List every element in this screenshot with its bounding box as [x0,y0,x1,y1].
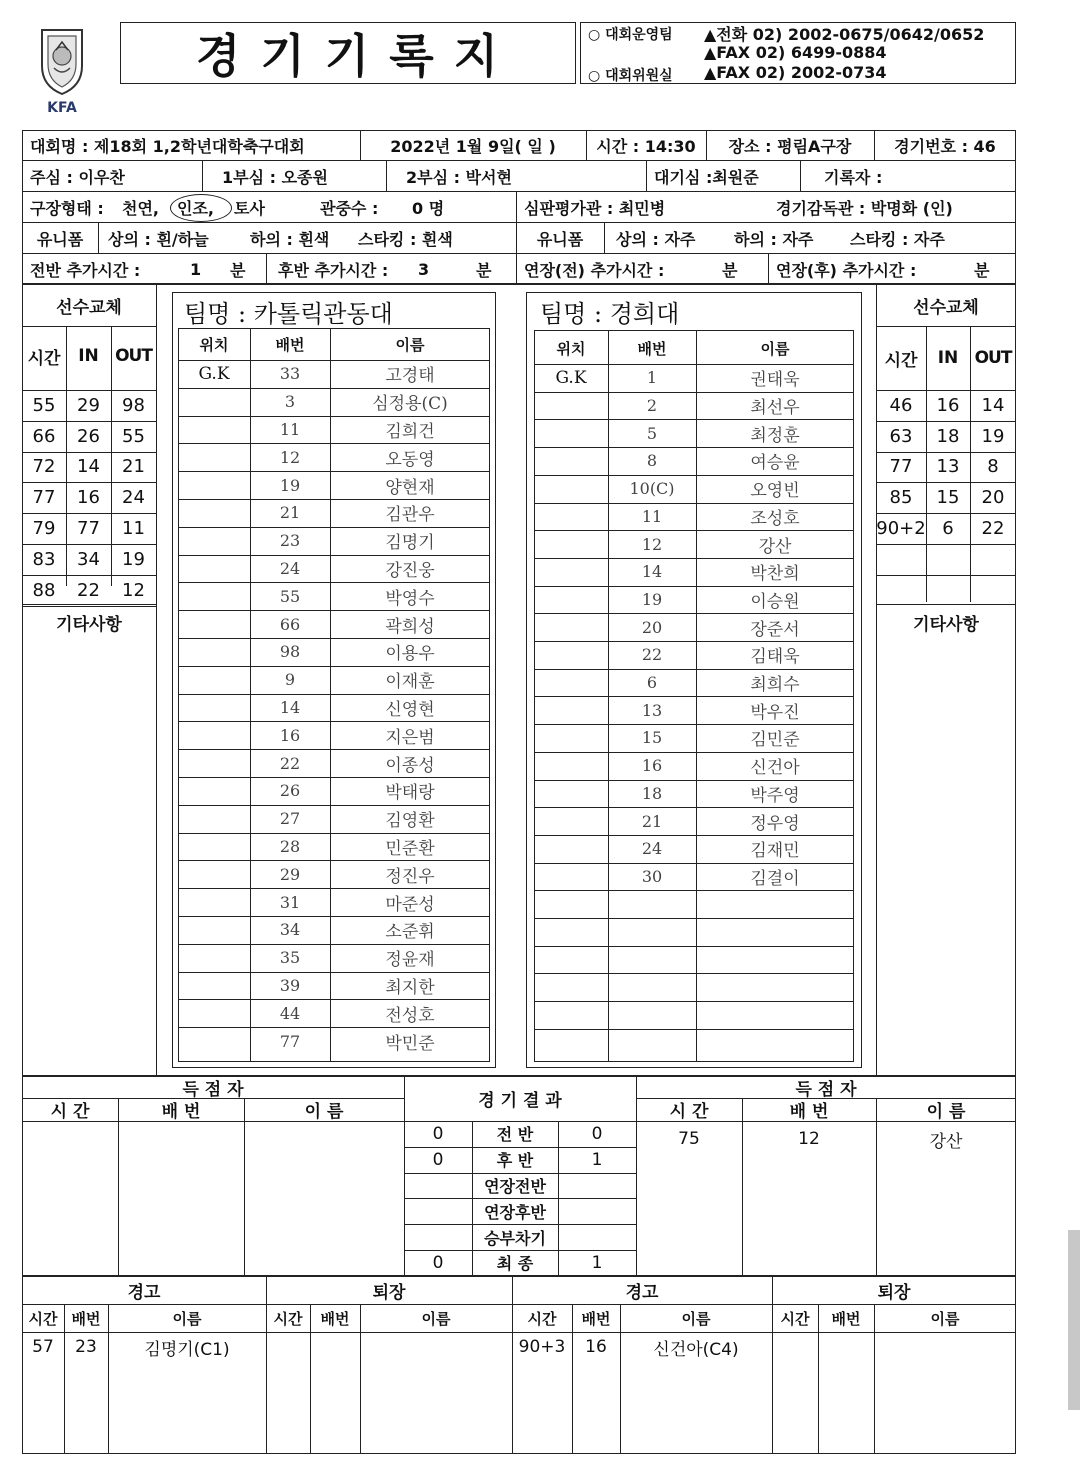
away-player-num: 11 [641,506,663,526]
home-sub-out: 21 [122,456,145,478]
home-sub-time: 83 [32,548,56,570]
home-player-name: 심정용(C) [372,394,448,415]
away-player-num: 8 [646,451,658,471]
home-player-pos [178,860,250,888]
away-sub-time: 63 [889,425,913,447]
home-player-num: 28 [279,836,301,856]
as-num-h: 배번 [831,1309,861,1328]
away-subs-in-header: IN [937,348,959,368]
home-player-num: 39 [279,975,301,995]
away-sub-time: 77 [889,456,913,478]
home-sub-in: 29 [77,394,100,416]
pitch-type-natural: 천연, [122,198,159,218]
result-away-score: 1 [591,1149,603,1170]
home-sub-in: 34 [77,548,100,570]
contact2-line: ▲FAX 02) 2002-0734 [704,63,887,82]
attendance-value: 0 명 [412,198,445,218]
result-away-score: 0 [591,1123,603,1144]
home-player-name: 이재훈 [385,672,435,693]
et2-extra-label: 연장(후) 추가시간 : [776,260,917,280]
away-player-pos [534,807,608,835]
assessor: 심판평가관 : 최민병 [524,198,666,218]
kfa-logo [36,26,88,116]
home-sub-in: 26 [77,425,100,447]
away-scorer-time-header: 시 간 [669,1102,709,1122]
home-player-name: 최지한 [385,977,435,998]
away-player-name: 김결이 [750,868,800,889]
away-player-num: 5 [646,423,658,443]
home-sub-in: 16 [77,487,100,509]
as-time-h: 시간 [780,1309,810,1328]
home-num-header: 배번 [275,335,305,354]
hc-name-h: 이름 [172,1309,202,1328]
ac-name-h: 이름 [681,1309,711,1328]
home-player-name: 소준휘 [385,922,435,943]
away-pos-header: 위치 [556,339,586,358]
away-player-name: 강산 [758,536,792,557]
away-player-name: 최정훈 [750,425,800,446]
home-team-heading [184,294,393,329]
assistant2: 2부심 : 박서현 [406,167,512,187]
away-subs-out-header: OUT [974,348,1012,368]
home-player-name: 강진웅 [385,560,435,581]
home-player-name: 정진우 [385,866,435,887]
page-title: 경 기 기 록 지 [195,29,501,83]
attendance-label: 관중수 : [320,198,379,218]
home-player-pos [178,749,250,777]
result-home-score [404,1173,472,1199]
away-player-name: 최선우 [750,398,800,419]
home-team-prefix: 팀명 : [184,300,247,328]
away-player-pos [534,475,608,503]
away-sub-out: 20 [981,487,1005,509]
away-scorer-time: 75 [678,1129,700,1149]
home-sub-time: 77 [32,487,56,509]
away-scorers-title: 득 점 자 [795,1079,857,1100]
lineup-row-line [534,1001,854,1002]
home-sub-time: 79 [32,518,56,540]
contact1-label: ○ 대회운영팀 [588,27,673,43]
away-team-prefix: 팀명 : [540,300,603,328]
lineup-row-line [534,973,854,974]
referee: 주심 : 이우찬 [30,167,125,187]
home-player-num: 26 [279,781,301,801]
away-sub-in: 15 [936,487,960,509]
home-player-num: 14 [279,697,301,717]
home-caution-title: 경고 [127,1282,161,1303]
as-name-h: 이름 [930,1309,960,1328]
ac-time-h: 시간 [527,1309,557,1328]
home-player-pos [178,527,250,555]
away-player-pos [534,530,608,558]
home-player-pos [178,610,250,638]
result-home-score: 0 [432,1149,444,1170]
away-player-num: 22 [641,645,663,665]
away-player-name: 여승윤 [750,453,800,474]
pitch-type-artificial: 인조, [177,198,214,218]
home-sub-out: 55 [122,425,145,447]
home-player-pos [178,805,250,833]
home-player-num: 77 [279,1031,301,1051]
away-caution-title: 경고 [625,1282,659,1303]
result-home-score [404,1198,472,1224]
home-player-name: 박민준 [385,1033,435,1054]
result-period-label: 후 반 [496,1151,534,1171]
away-player-num: 2 [646,396,658,416]
tournament-name: 대회명 : 제18회 1,2학년대학축구대회 [30,137,305,156]
result-period-label: 승부차기 [484,1228,546,1248]
match-time: 시간 : 14:30 [596,137,696,156]
pitch-selection-circle [170,194,232,222]
kfa-emblem-icon [36,26,88,96]
home-sub-time: 72 [32,456,56,478]
away-sub-out: 14 [981,394,1005,416]
home-sub-out: 98 [122,394,145,416]
hc-num-h: 배번 [71,1309,101,1328]
away-sub-out: 19 [981,425,1005,447]
result-away-score [558,1173,636,1199]
home-player-num: 22 [279,753,301,773]
result-period-label: 연장전반 [484,1176,546,1196]
away-player-name: 정우영 [750,813,800,834]
pitch-type-soil: 토사 [234,198,265,218]
home-sub-time: 55 [32,394,56,416]
result-home-score [404,1224,472,1250]
away-sub-out: 22 [981,518,1005,540]
away-player-name: 김민준 [750,730,800,751]
home-player-num: 27 [279,809,301,829]
home-player-name: 지은범 [385,727,435,748]
home-player-name: 민준환 [385,838,435,859]
ac-num-h: 배번 [581,1309,611,1328]
assistant1: 1부심 : 오종원 [222,167,328,187]
home-subs-out-header: OUT [115,346,152,366]
et1-extra-unit: 분 [722,260,738,280]
away-player-name: 이승원 [750,591,800,612]
away-player-num: 18 [641,783,663,803]
away-sub-in: 6 [942,518,954,540]
away-player-num: 20 [641,617,663,637]
home-player-pos [178,721,250,749]
first-half-extra-label: 전반 추가시간 : [30,260,141,280]
away-player-num: 21 [641,811,663,831]
lineup-row-line [534,946,854,947]
hs-time-h: 시간 [273,1309,303,1328]
away-team-heading [540,294,679,329]
home-sub-time: 88 [32,579,56,601]
away-player-num: 13 [641,700,663,720]
home-player-num: 9 [284,670,296,690]
home-scorer-name-header: 이 름 [304,1102,344,1122]
away-player-pos [534,613,608,641]
home-player-pos [178,638,250,666]
home-player-pos [178,972,250,1000]
away-player-pos [534,447,608,475]
home-player-num: 11 [279,419,301,439]
away-scorer-num-header: 배 번 [789,1102,829,1122]
away-sub-in: 18 [936,425,960,447]
venue: 장소 : 평림A구장 [728,137,852,156]
home-player-num: 35 [279,948,301,968]
away-sub-time: 85 [889,487,913,509]
hs-name-h: 이름 [421,1309,451,1328]
contact1-line1: ▲전화 02) 2002-0675/0642/0652 [704,25,985,44]
supervisor: 경기감독관 : 박명화 (인) [776,198,953,218]
sub-row-line [876,575,1016,576]
first-half-extra-unit: 분 [230,260,246,280]
home-player-pos [178,666,250,694]
home-player-pos [178,416,250,444]
home-scorer-time-header: 시 간 [50,1102,90,1122]
home-uniform-socks: 스타킹 : 흰색 [358,229,453,249]
home-player-pos [178,999,250,1027]
home-sub-in: 77 [77,518,100,540]
home-player-name: 고경태 [385,366,435,387]
away-player-num: 15 [641,728,663,748]
result-period-label: 최 종 [496,1254,534,1274]
away-name-header: 이름 [760,339,790,358]
home-uniform-top: 상의 : 흰/하늘 [108,229,209,249]
home-player-num: 31 [279,892,301,912]
home-player-pos [178,944,250,972]
away-player-name: 박우진 [750,702,800,723]
away-player-name: 오영빈 [750,481,800,502]
away-player-pos [534,780,608,808]
home-player-name: 김명기 [385,533,435,554]
home-player-name: 전성호 [385,1005,435,1026]
home-player-num: 34 [279,920,301,940]
away-player-num: 24 [641,839,663,859]
home-player-pos [178,888,250,916]
away-other-title: 기타사항 [913,614,979,635]
match-number: 경기번호 : 46 [894,137,996,156]
home-sub-out: 24 [122,487,145,509]
away-player-num: 19 [641,589,663,609]
home-uniform-bottom: 하의 : 흰색 [250,229,330,249]
away-uniform-socks: 스타킹 : 자주 [850,229,945,249]
home-player-num: 44 [279,1003,301,1023]
home-other-title: 기타사항 [56,614,122,635]
pitch-type-label: 구장형태 : [30,198,104,218]
result-title: 경 기 결 과 [478,1091,562,1111]
home-player-name: 오동영 [385,449,435,470]
home-sendoff-title: 퇴장 [372,1282,406,1303]
away-player-pos [534,392,608,420]
away-player-num: 6 [646,673,658,693]
away-player-pos [534,669,608,697]
et1-extra-label: 연장(전) 추가시간 : [524,260,665,280]
lineup-row-line [534,918,854,919]
away-sub-time: 46 [889,394,913,416]
away-sendoff-title: 퇴장 [877,1282,911,1303]
home-sub-out: 19 [122,548,145,570]
away-subs [876,284,1016,1076]
home-player-num: 23 [279,531,301,551]
lineup-row-line [534,1029,854,1030]
home-sub-in: 14 [77,456,100,478]
home-player-num: 21 [279,503,301,523]
away-player-num: 1 [646,368,658,388]
contact2-label: ○ 대회위원실 [588,68,673,84]
away-player-pos [534,724,608,752]
away-player-num: 12 [641,534,663,554]
away-caution-name: 신건아(C4) [653,1339,739,1360]
away-num-header: 배번 [637,339,667,358]
away-player-pos [534,863,608,891]
away-caution-num: 16 [585,1337,607,1357]
home-subs [22,284,156,1076]
away-player-name: 권태욱 [750,370,800,391]
away-player-name: 최희수 [750,675,800,696]
home-name-header: 이름 [395,335,425,354]
away-player-name: 장준서 [750,619,800,640]
home-player-num: 3 [284,392,296,412]
home-player-name: 이종성 [385,755,435,776]
result-home-score: 0 [432,1252,444,1273]
away-uniform-label: 유니폼 [536,229,584,249]
home-player-num: 12 [279,447,301,467]
org-name: KFA [47,100,77,116]
home-player-num: 33 [279,364,301,384]
away-player-pos [534,586,608,614]
away-uniform-top: 상의 : 자주 [616,229,696,249]
home-player-name: 양현재 [385,477,435,498]
away-sub-time: 90+2 [876,518,926,540]
hs-num-h: 배번 [320,1309,350,1328]
home-player-num: 19 [279,475,301,495]
home-player-pos [178,1027,250,1055]
away-scorer-name-header: 이 름 [926,1102,966,1122]
home-sub-time: 66 [32,425,56,447]
second-half-extra-value: 3 [418,259,430,279]
scrollbar-thumb[interactable] [1068,1230,1080,1410]
away-player-pos [534,835,608,863]
result-away-score [558,1224,636,1250]
home-player-num: 29 [279,864,301,884]
away-player-name: 조성호 [750,508,800,529]
home-subs-time-header: 시간 [27,348,61,369]
home-team-name: 카톨릭관동대 [253,300,393,328]
home-scorers-title: 득 점 자 [182,1079,244,1100]
home-player-name: 곽희성 [385,616,435,637]
away-player-pos [534,696,608,724]
away-sub-out: 8 [987,456,999,478]
away-subs-title: 선수교체 [913,297,979,318]
home-player-pos [178,443,250,471]
et2-extra-unit: 분 [974,260,990,280]
home-player-pos: G.K [198,363,230,384]
away-player-num: 30 [641,866,663,886]
first-half-extra-value: 1 [190,259,202,279]
home-player-name: 신영현 [385,699,435,720]
contact1-line2: ▲FAX 02) 6499-0884 [704,43,887,62]
home-caution-time: 57 [32,1337,54,1357]
away-player-pos: G.K [555,367,587,388]
home-player-pos [178,694,250,722]
away-caution-time: 90+3 [518,1337,566,1357]
home-caution-num: 23 [75,1337,97,1357]
home-player-pos [178,777,250,805]
away-sub-in: 16 [936,394,960,416]
home-sub-in: 22 [77,579,100,601]
home-player-pos [178,388,250,416]
hc-time-h: 시간 [28,1309,58,1328]
result-away-score: 1 [591,1252,603,1273]
away-uniform-bottom: 하의 : 자주 [734,229,814,249]
home-player-name: 김관우 [385,505,435,526]
recorder: 기록자 : [824,167,883,187]
away-player-pos [534,641,608,669]
away-player-num: 14 [641,562,663,582]
home-uniform-label: 유니폼 [36,229,84,249]
match-date: 2022년 1월 9일( 일 ) [390,137,556,156]
result-away-score [558,1198,636,1224]
home-player-num: 98 [279,642,301,662]
away-player-num: 10(C) [629,479,675,499]
home-player-name: 마준성 [385,894,435,915]
away-player-num: 16 [641,756,663,776]
home-player-num: 55 [279,586,301,606]
home-player-pos [178,471,250,499]
home-player-pos [178,582,250,610]
home-sub-out: 11 [122,518,145,540]
home-player-name: 김영환 [385,811,435,832]
fourth-official: 대기심 :최원준 [654,167,759,187]
second-half-extra-label: 후반 추가시간 : [278,260,389,280]
sub-row-line [876,544,1016,545]
result-period-label: 전 반 [496,1125,534,1145]
home-player-name: 김희건 [385,421,435,442]
away-player-pos [534,752,608,780]
result-home-score: 0 [432,1123,444,1144]
away-team-name: 경희대 [609,300,680,328]
away-player-pos [534,558,608,586]
home-caution-name: 김명기(C1) [144,1339,230,1360]
home-player-num: 16 [279,725,301,745]
away-player-name: 박찬희 [750,564,800,585]
home-sub-out: 12 [122,579,145,601]
home-subs-title: 선수교체 [56,297,122,318]
home-player-pos [178,916,250,944]
lineup-row-line [534,890,854,891]
home-player-pos [178,499,250,527]
away-scorer-num: 12 [798,1129,820,1149]
home-player-name: 박영수 [385,588,435,609]
away-player-pos [534,503,608,531]
away-player-name: 김태욱 [750,647,800,668]
home-pos-header: 위치 [199,335,229,354]
home-scorer-num-header: 배 번 [161,1102,201,1122]
home-player-pos [178,555,250,583]
away-player-name: 신건아 [750,758,800,779]
away-sub-in: 13 [936,456,960,478]
result-period-label: 연장후반 [484,1202,546,1222]
away-scorer-name: 강산 [929,1131,963,1152]
home-player-name: 정윤재 [385,950,435,971]
home-subs-in-header: IN [78,346,99,366]
away-player-name: 박주영 [750,785,800,806]
away-player-pos [534,419,608,447]
home-player-num: 66 [279,614,301,634]
home-player-name: 이용우 [385,644,435,665]
away-subs-time-header: 시간 [884,350,918,371]
home-player-name: 박태랑 [385,783,435,804]
home-player-num: 24 [279,558,301,578]
second-half-extra-unit: 분 [476,260,492,280]
away-player-name: 김재민 [750,841,800,862]
home-player-pos [178,833,250,861]
